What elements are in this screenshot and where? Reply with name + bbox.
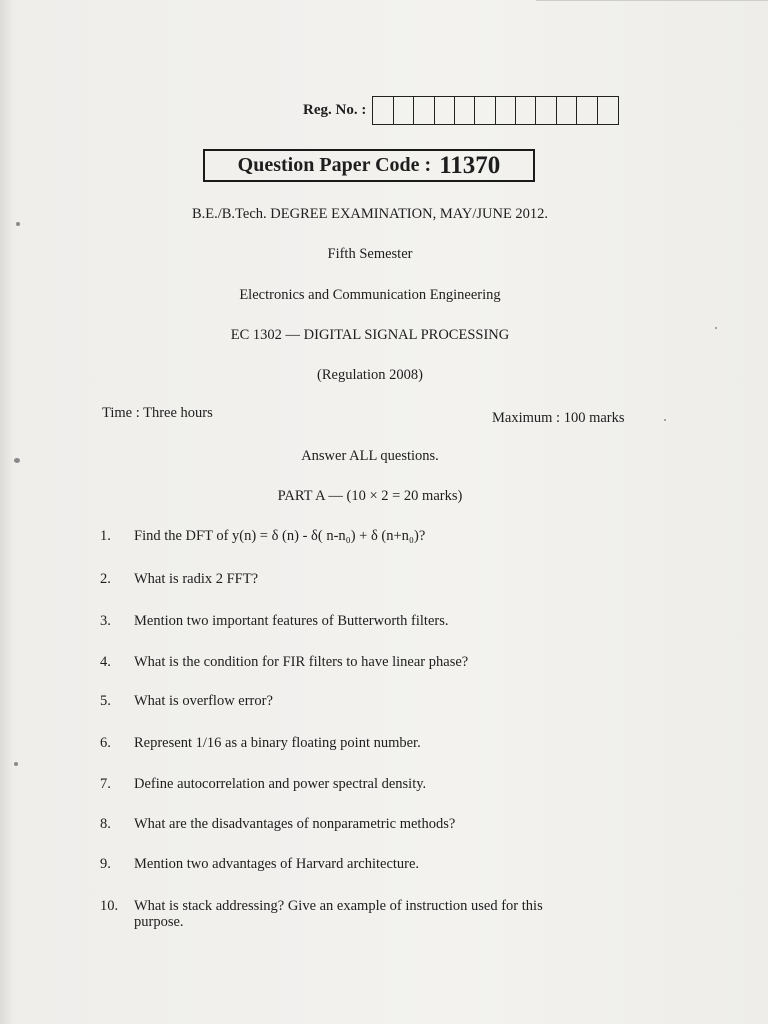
reg-no-digit-box <box>536 97 556 124</box>
question-number: 7. <box>100 776 111 792</box>
degree-heading: B.E./B.Tech. DEGREE EXAMINATION, MAY/JUNE 2012. <box>191 206 549 222</box>
question-number: 6. <box>100 735 111 751</box>
question-number: 3. <box>100 613 111 629</box>
registration-number <box>303 96 619 125</box>
question-paper-code-box <box>203 149 535 182</box>
instruction-text: Answer ALL questions. <box>301 448 439 464</box>
question-item <box>100 571 620 587</box>
scan-speck <box>14 762 18 766</box>
reg-no-digit-box <box>496 97 516 124</box>
question-number: 9. <box>100 856 111 872</box>
question-text: Represent 1/16 as a binary floating point number. <box>134 735 421 751</box>
paper-fold-line <box>536 0 768 1</box>
branch-heading: Electronics and Communication Engineering <box>239 287 501 303</box>
question-number: 4. <box>100 654 111 670</box>
question-item <box>100 816 620 832</box>
reg-no-digit-box <box>373 97 393 124</box>
question-number: 8. <box>100 816 111 832</box>
reg-no-boxes <box>372 96 619 125</box>
reg-no-digit-box <box>577 97 597 124</box>
reg-no-digit-box <box>557 97 577 124</box>
exam-duration: Time : Three hours <box>102 405 213 421</box>
reg-no-digit-box <box>435 97 455 124</box>
reg-no-digit-box <box>475 97 495 124</box>
question-item <box>100 654 620 670</box>
question-text: What is the condition for FIR filters to have linear phase? <box>134 654 469 670</box>
question-text: What is radix 2 FFT? <box>134 571 259 587</box>
question-paper-code-value: 11370 <box>439 151 501 179</box>
subject-heading: EC 1302 — DIGITAL SIGNAL PROCESSING <box>230 327 510 343</box>
reg-no-digit-box <box>455 97 475 124</box>
question-text: What are the disadvantages of nonparametric methods? <box>134 816 456 832</box>
question-text: Find the DFT of y(n) = δ (n) - δ( n-n₀) + δ (n+n₀)? <box>134 528 426 544</box>
semester-heading: Fifth Semester <box>327 246 413 262</box>
question-text: Define autocorrelation and power spectral density. <box>134 776 427 792</box>
question-number: 1. <box>100 528 111 544</box>
question-text: Mention two advantages of Harvard architecture. <box>134 856 420 872</box>
question-paper-code-label: Question Paper Code : <box>237 154 432 176</box>
question-item <box>100 528 620 544</box>
question-number: 2. <box>100 571 111 587</box>
reg-no-digit-box <box>394 97 414 124</box>
question-text: Mention two important features of Butterworth filters. <box>134 613 449 629</box>
question-text: What is overflow error? <box>134 693 273 709</box>
question-item <box>100 735 620 751</box>
question-number: 10. <box>100 898 119 914</box>
question-item <box>100 776 620 792</box>
regulation-heading: (Regulation 2008) <box>317 367 423 383</box>
question-text: What is stack addressing? Give an example of instruction used for this purpose. <box>134 898 543 930</box>
question-item <box>100 898 580 930</box>
question-number: 5. <box>100 693 111 709</box>
question-item <box>100 693 620 709</box>
reg-no-digit-box <box>516 97 536 124</box>
reg-no-digit-box <box>598 97 618 124</box>
reg-no-label: Reg. No. : <box>303 102 367 118</box>
maximum-marks: Maximum : 100 marks <box>492 410 625 426</box>
question-item <box>100 856 620 872</box>
scan-speck <box>664 419 666 421</box>
reg-no-digit-box <box>414 97 434 124</box>
part-a-heading: PART A — (10 × 2 = 20 marks) <box>277 488 463 504</box>
question-item <box>100 613 620 629</box>
